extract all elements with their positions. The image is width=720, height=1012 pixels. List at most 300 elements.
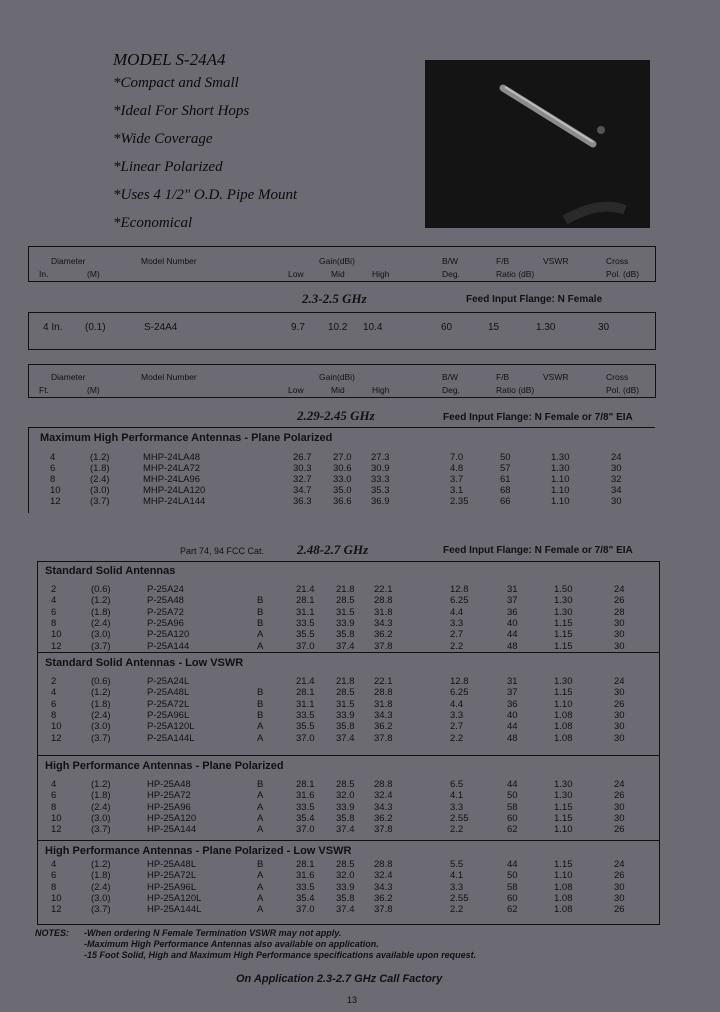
table-cell: 30 xyxy=(614,640,625,652)
table-cell: 37.4 xyxy=(336,732,355,744)
table-cell: B xyxy=(257,859,264,870)
table-cell: 24 xyxy=(611,452,622,463)
table-cell: 33.9 xyxy=(336,709,355,721)
table-cell: 4.4 xyxy=(450,698,464,710)
table-cell: 2.2 xyxy=(450,732,464,744)
table2-top-rule xyxy=(28,427,655,428)
table-cell: 1.50 xyxy=(554,584,573,595)
table-cell: 30 xyxy=(614,721,625,733)
page-number: 13 xyxy=(347,995,358,1005)
table-cell: 28.1 xyxy=(296,779,315,790)
table-cell: 26 xyxy=(614,904,625,916)
table-cell: 27.0 xyxy=(333,452,352,463)
table-cell: 36.2 xyxy=(374,721,393,733)
table-cell: 37.8 xyxy=(374,732,393,744)
table-cell: 37.4 xyxy=(336,904,355,916)
table-cell: (1.2) xyxy=(91,595,111,607)
ratio-header: Ratio (dB) xyxy=(496,385,535,395)
table-cell: 21.8 xyxy=(336,584,355,595)
table-cell: 4.8 xyxy=(450,463,464,474)
table-cell: 35.3 xyxy=(371,485,390,496)
gain-header: Gain(dBi) xyxy=(319,372,355,382)
table-cell: 60 xyxy=(507,812,518,824)
table-cell: (3.0) xyxy=(91,892,111,904)
table-cell: 6 xyxy=(51,698,57,710)
diameter-header: Diameter xyxy=(51,372,86,382)
table-cell: HP-25A48L xyxy=(147,859,197,870)
table-cell: 36.9 xyxy=(371,496,390,507)
table-cell: HP-25A72L xyxy=(147,870,197,882)
bw-header: B/W xyxy=(442,372,459,382)
table-cell: 1.08 xyxy=(554,881,573,893)
table-cell: 3.7 xyxy=(450,474,464,485)
table-cell: 1.08 xyxy=(554,709,573,721)
table-cell: 48 xyxy=(507,640,518,652)
table-cell: MHP-24LA72 xyxy=(143,463,201,474)
table-cell: 31.6 xyxy=(296,790,315,802)
table-cell: 66 xyxy=(500,496,511,507)
table-cell: 10 xyxy=(51,812,62,824)
table-cell: (1.8) xyxy=(91,698,111,710)
section-title: High Performance Antennas - Plane Polarized xyxy=(45,760,284,772)
table-cell: (1.8) xyxy=(91,870,111,882)
table-cell: 24 xyxy=(614,779,625,790)
table-cell: B xyxy=(257,779,264,790)
feature-coverage: *Wide Coverage xyxy=(113,131,213,147)
table-cell: 32.7 xyxy=(293,474,312,485)
table-cell: 6.25 xyxy=(450,595,469,607)
table-cell: MHP-24LA120 xyxy=(143,485,206,496)
table-cell: HP-25A48 xyxy=(147,779,191,790)
table-cell: MHP-24LA144 xyxy=(143,496,206,507)
table-cell: P-25A24 xyxy=(147,584,184,595)
table-cell: 21.4 xyxy=(296,584,315,595)
table-cell: 32 xyxy=(611,474,622,485)
table-cell: 10 xyxy=(51,629,62,641)
table-cell: 30 xyxy=(614,629,625,641)
table-cell: 40 xyxy=(507,617,518,629)
table-cell: HP-25A96L xyxy=(147,881,197,893)
table1-header xyxy=(28,246,656,282)
table-cell: 30 xyxy=(614,801,625,813)
table-cell: 1.30 xyxy=(551,463,570,474)
table-cell: 30 xyxy=(611,496,622,507)
table-cell: 10 xyxy=(50,485,61,496)
table-cell: 7.0 xyxy=(450,452,464,463)
ratio-header: Ratio (dB) xyxy=(496,269,535,279)
deg-header: Deg. xyxy=(442,269,460,279)
table-cell: 62 xyxy=(507,904,518,916)
table-cell: 1.15 xyxy=(554,812,573,824)
table-cell: 34.3 xyxy=(374,801,393,813)
pol-header: Pol. (dB) xyxy=(606,269,640,279)
table-cell: 32.4 xyxy=(374,870,393,882)
fb-header: F/B xyxy=(496,256,510,266)
unit-m-header: (M) xyxy=(87,269,100,279)
table-row xyxy=(0,859,720,871)
table-cell: 4.4 xyxy=(450,606,464,618)
table-cell: 31.1 xyxy=(296,606,315,618)
table1-flange: Feed Input Flange: N Female xyxy=(466,294,603,305)
table-cell: 22.1 xyxy=(374,584,393,595)
table-cell: 37 xyxy=(507,687,518,699)
table-cell: 35.0 xyxy=(333,485,352,496)
table-cell: HP-25A120 xyxy=(147,812,197,824)
table-cell: 1.15 xyxy=(554,629,573,641)
table-cell: (2.4) xyxy=(91,881,111,893)
table-cell: (3.0) xyxy=(91,812,111,824)
table-cell: 28 xyxy=(614,606,625,618)
table-cell: A xyxy=(257,904,264,916)
table-cell: 35.8 xyxy=(336,812,355,824)
table-cell: 35.4 xyxy=(296,892,315,904)
gain-mid-header: Mid xyxy=(331,385,345,395)
table-cell: (0.6) xyxy=(91,584,111,595)
table-row xyxy=(0,641,720,653)
fb-header: F/B xyxy=(496,372,510,382)
table-cell: 4 xyxy=(51,779,57,790)
table-cell: A xyxy=(257,824,264,836)
table-cell: 33.9 xyxy=(336,801,355,813)
table-row xyxy=(0,710,720,722)
table-cell: 4 xyxy=(51,687,57,699)
table-cell: 33.9 xyxy=(336,881,355,893)
table-cell: 30.9 xyxy=(371,463,390,474)
table2-section-title: Maximum High Performance Antennas - Plane Polarized xyxy=(40,432,333,444)
table-cell: 1.30 xyxy=(554,790,573,802)
table-cell: 44 xyxy=(507,721,518,733)
table-cell: 37.0 xyxy=(296,824,315,836)
table-cell: P-25A72L xyxy=(147,698,190,710)
table-row xyxy=(0,870,720,882)
table-cell: 5.5 xyxy=(450,859,464,870)
note-line-1: -When ordering N Female Termination VSWR may not apply. xyxy=(84,928,342,938)
table-cell: 33.9 xyxy=(336,617,355,629)
table-cell: P-25A144 xyxy=(147,640,190,652)
model-header: Model Number xyxy=(141,256,197,266)
section-divider xyxy=(37,840,659,841)
table-cell: 28.8 xyxy=(374,779,393,790)
table-cell: 28.5 xyxy=(336,687,355,699)
table-cell: 6 xyxy=(51,870,57,882)
table-cell: 32.0 xyxy=(336,790,355,802)
table-cell: 34.3 xyxy=(374,617,393,629)
table-cell: 12.8 xyxy=(450,584,469,595)
table-cell: 30.3 xyxy=(293,463,312,474)
table-cell: 35.8 xyxy=(336,629,355,641)
table-cell: B xyxy=(257,687,264,699)
table-row xyxy=(0,687,720,699)
table-cell: 32.0 xyxy=(336,870,355,882)
table-cell: 36.2 xyxy=(374,812,393,824)
table-cell: 44 xyxy=(507,859,518,870)
table-cell: 1.15 xyxy=(554,859,573,870)
table-cell: (0.6) xyxy=(91,676,111,687)
gain-high-header: High xyxy=(372,385,390,395)
table-cell: 37.8 xyxy=(374,824,393,836)
table-cell: MHP-24LA48 xyxy=(143,452,201,463)
table-cell: 30 xyxy=(614,812,625,824)
table-cell: 58 xyxy=(507,881,518,893)
table2-header xyxy=(28,364,656,398)
feature-pipe-mount: *Uses 4 1/2" O.D. Pipe Mount xyxy=(113,187,298,203)
table-cell: 1.30 xyxy=(554,606,573,618)
table-cell: 21.4 xyxy=(296,676,315,687)
gain-low-header: Low xyxy=(288,269,304,279)
table-cell: 1.08 xyxy=(554,732,573,744)
table-cell: 30 xyxy=(614,687,625,699)
table-cell: 6 xyxy=(51,790,57,802)
table-row xyxy=(0,496,720,508)
table-cell: 24 xyxy=(614,859,625,870)
table-cell: 1.10 xyxy=(551,485,570,496)
table-row xyxy=(0,584,720,596)
table-cell: 44 xyxy=(507,779,518,790)
table-cell: 37.0 xyxy=(296,732,315,744)
table-cell: 1.30 xyxy=(554,595,573,607)
table-cell: (3.7) xyxy=(91,904,111,916)
table-cell: 40 xyxy=(507,709,518,721)
table-row xyxy=(0,790,720,802)
table-cell: (3.0) xyxy=(90,485,110,496)
table-cell: 1.10 xyxy=(551,496,570,507)
table-cell: 2.2 xyxy=(450,824,464,836)
table-cell: B xyxy=(257,595,264,607)
table-cell: 37.4 xyxy=(336,824,355,836)
table-cell: 6 xyxy=(50,463,56,474)
table-cell: 68 xyxy=(500,485,511,496)
table-cell: A xyxy=(257,892,264,904)
table-cell: 35.8 xyxy=(336,721,355,733)
table-cell: 2.7 xyxy=(450,721,464,733)
table-cell: 4 xyxy=(50,452,56,463)
feature-polarized: *Linear Polarized xyxy=(113,159,223,175)
table2-flange: Feed Input Flange: N Female or 7/8" EIA xyxy=(443,412,633,423)
deg-header: Deg. xyxy=(442,385,460,395)
cross-header: Cross xyxy=(606,256,629,266)
table-cell: 26 xyxy=(614,790,625,802)
table-cell: 1.30 xyxy=(551,452,570,463)
table-cell: 33.5 xyxy=(296,801,315,813)
table-cell: P-25A120L xyxy=(147,721,195,733)
table-cell: (3.0) xyxy=(91,721,111,733)
table-cell: 28.1 xyxy=(296,859,315,870)
table-row xyxy=(0,733,720,745)
table-cell: A xyxy=(257,801,264,813)
table-cell: A xyxy=(257,721,264,733)
table-cell: 1.30 xyxy=(554,676,573,687)
table-cell: 33.3 xyxy=(371,474,390,485)
table-cell: P-25A72 xyxy=(147,606,184,618)
table1-freq: 2.3-2.5 GHz xyxy=(302,291,367,306)
table-cell: 21.8 xyxy=(336,676,355,687)
table-cell: 36.3 xyxy=(293,496,312,507)
table-row xyxy=(0,618,720,630)
table-cell: 6.5 xyxy=(450,779,464,790)
table-cell: 2.35 xyxy=(450,496,469,507)
table-cell: 3.1 xyxy=(450,485,464,496)
table-cell: 44 xyxy=(507,629,518,641)
table-cell: B xyxy=(257,617,264,629)
table-cell: 33.5 xyxy=(296,709,315,721)
table-cell: P-25A144L xyxy=(147,732,195,744)
table-cell: 31 xyxy=(507,676,518,687)
feature-economical: *Economical xyxy=(113,215,193,231)
table-cell: 2.55 xyxy=(450,812,469,824)
table-cell: A xyxy=(257,790,264,802)
section-divider xyxy=(37,755,659,756)
table-cell: 31.5 xyxy=(336,606,355,618)
table-cell: 28.8 xyxy=(374,687,393,699)
table-cell: (1.2) xyxy=(91,687,111,699)
table-cell: 36.6 xyxy=(333,496,352,507)
table-cell: 57 xyxy=(500,463,511,474)
table-cell: 30 xyxy=(614,617,625,629)
table-cell: 31.1 xyxy=(296,698,315,710)
table-cell: 26.7 xyxy=(293,452,312,463)
table-cell: 8 xyxy=(50,474,56,485)
model-title: MODEL S-24A4 xyxy=(113,50,226,69)
table-cell: 1.30 xyxy=(554,779,573,790)
table-cell: 30 xyxy=(614,881,625,893)
table-cell: HP-25A120L xyxy=(147,892,202,904)
table-cell: 34.3 xyxy=(374,709,393,721)
table-cell: 2.55 xyxy=(450,892,469,904)
table-cell: A xyxy=(257,812,264,824)
table-cell: 12 xyxy=(51,640,62,652)
cross-header: Cross xyxy=(606,372,629,382)
table-cell: P-25A96L xyxy=(147,709,190,721)
table1-body xyxy=(28,312,656,350)
table-cell: A xyxy=(257,640,264,652)
table-cell: 1.15 xyxy=(554,640,573,652)
table-cell: (1.8) xyxy=(91,606,111,618)
table-cell: 37.8 xyxy=(374,640,393,652)
table-cell: (3.7) xyxy=(90,496,110,507)
table-row xyxy=(0,882,720,894)
table-cell: MHP-24LA96 xyxy=(143,474,201,485)
table-row xyxy=(0,607,720,619)
table-cell: 26 xyxy=(614,595,625,607)
table-cell: 2 xyxy=(51,676,57,687)
table3-freq: 2.48-2.7 GHz xyxy=(297,542,369,557)
table-cell: (3.7) xyxy=(91,824,111,836)
diameter-header: Diameter xyxy=(51,256,86,266)
table-cell: 6 xyxy=(51,606,57,618)
table-cell: (3.7) xyxy=(91,640,111,652)
model-header: Model Number xyxy=(141,372,197,382)
bw-header: B/W xyxy=(442,256,459,266)
table-row xyxy=(0,893,720,905)
section-title: Standard Solid Antennas xyxy=(45,565,176,577)
table-cell: 37 xyxy=(507,595,518,607)
table-row xyxy=(0,779,720,791)
table-row xyxy=(0,813,720,825)
table-cell: 28.5 xyxy=(336,595,355,607)
table-cell: A xyxy=(257,629,264,641)
table-cell: 35.5 xyxy=(296,629,315,641)
table-cell: B xyxy=(257,606,264,618)
table-cell: 4 xyxy=(51,859,57,870)
feature-short-hops: *Ideal For Short Hops xyxy=(113,103,250,119)
gain-header: Gain(dBi) xyxy=(319,256,355,266)
unit-m-header: (M) xyxy=(87,385,100,395)
table-cell: 30.6 xyxy=(333,463,352,474)
table-cell: HP-25A72 xyxy=(147,790,191,802)
table-cell: 12 xyxy=(51,732,62,744)
table-cell: 1.10 xyxy=(551,474,570,485)
table-cell: 26 xyxy=(614,824,625,836)
table-cell: 36 xyxy=(507,698,518,710)
table-cell: 2.2 xyxy=(450,640,464,652)
table-cell: HP-25A144 xyxy=(147,824,197,836)
table-cell: 31 xyxy=(507,584,518,595)
table-cell: 12 xyxy=(51,824,62,836)
table-cell: 61 xyxy=(500,474,511,485)
table-row xyxy=(0,676,720,688)
table-cell: (3.7) xyxy=(91,732,111,744)
table-cell: 28.8 xyxy=(374,859,393,870)
table-cell: A xyxy=(257,870,264,882)
table-cell: P-25A120 xyxy=(147,629,190,641)
table-cell: P-25A48L xyxy=(147,687,190,699)
table-row xyxy=(0,802,720,814)
table-cell: 1.10 xyxy=(554,870,573,882)
table-cell: 30 xyxy=(614,709,625,721)
table-cell: 2.2 xyxy=(450,904,464,916)
table-cell: 33.5 xyxy=(296,881,315,893)
table-cell: 35.8 xyxy=(336,892,355,904)
notes-label: NOTES: xyxy=(35,928,70,938)
table-cell: 62 xyxy=(507,824,518,836)
table-cell: 35.4 xyxy=(296,812,315,824)
table-cell: 30 xyxy=(611,463,622,474)
table-cell: (2.4) xyxy=(91,801,111,813)
table-cell: 6.25 xyxy=(450,687,469,699)
gain-low-header: Low xyxy=(288,385,304,395)
table-cell: 8 xyxy=(51,709,57,721)
table-cell: 2.7 xyxy=(450,629,464,641)
table-cell: 1.10 xyxy=(554,698,573,710)
antenna-photo xyxy=(425,60,650,228)
table-cell: 30 xyxy=(614,892,625,904)
table-cell: 31.8 xyxy=(374,606,393,618)
table-cell: (1.2) xyxy=(90,452,110,463)
table-cell: (1.8) xyxy=(90,463,110,474)
table-cell: A xyxy=(257,732,264,744)
table-cell: HP-25A144L xyxy=(147,904,202,916)
table-cell: 37.4 xyxy=(336,640,355,652)
table-cell: HP-25A96 xyxy=(147,801,191,813)
table-cell: P-25A96 xyxy=(147,617,184,629)
table2-freq: 2.29-2.45 GHz xyxy=(297,408,375,423)
table-cell: (1.8) xyxy=(91,790,111,802)
unit-in-header: In. xyxy=(39,269,49,279)
table-cell: 50 xyxy=(500,452,511,463)
note-line-2: -Maximum High Performance Antennas also available on application. xyxy=(84,939,379,949)
table-cell: 3.3 xyxy=(450,881,464,893)
table-cell: 60 xyxy=(507,892,518,904)
table-cell: 1.08 xyxy=(554,904,573,916)
table-cell: 28.8 xyxy=(374,595,393,607)
table-cell: 28.1 xyxy=(296,595,315,607)
table-cell: A xyxy=(257,881,264,893)
table-row xyxy=(0,824,720,836)
pol-header: Pol. (dB) xyxy=(606,385,640,395)
table-cell: 36 xyxy=(507,606,518,618)
table-cell: 50 xyxy=(507,870,518,882)
table-cell: 12 xyxy=(51,904,62,916)
